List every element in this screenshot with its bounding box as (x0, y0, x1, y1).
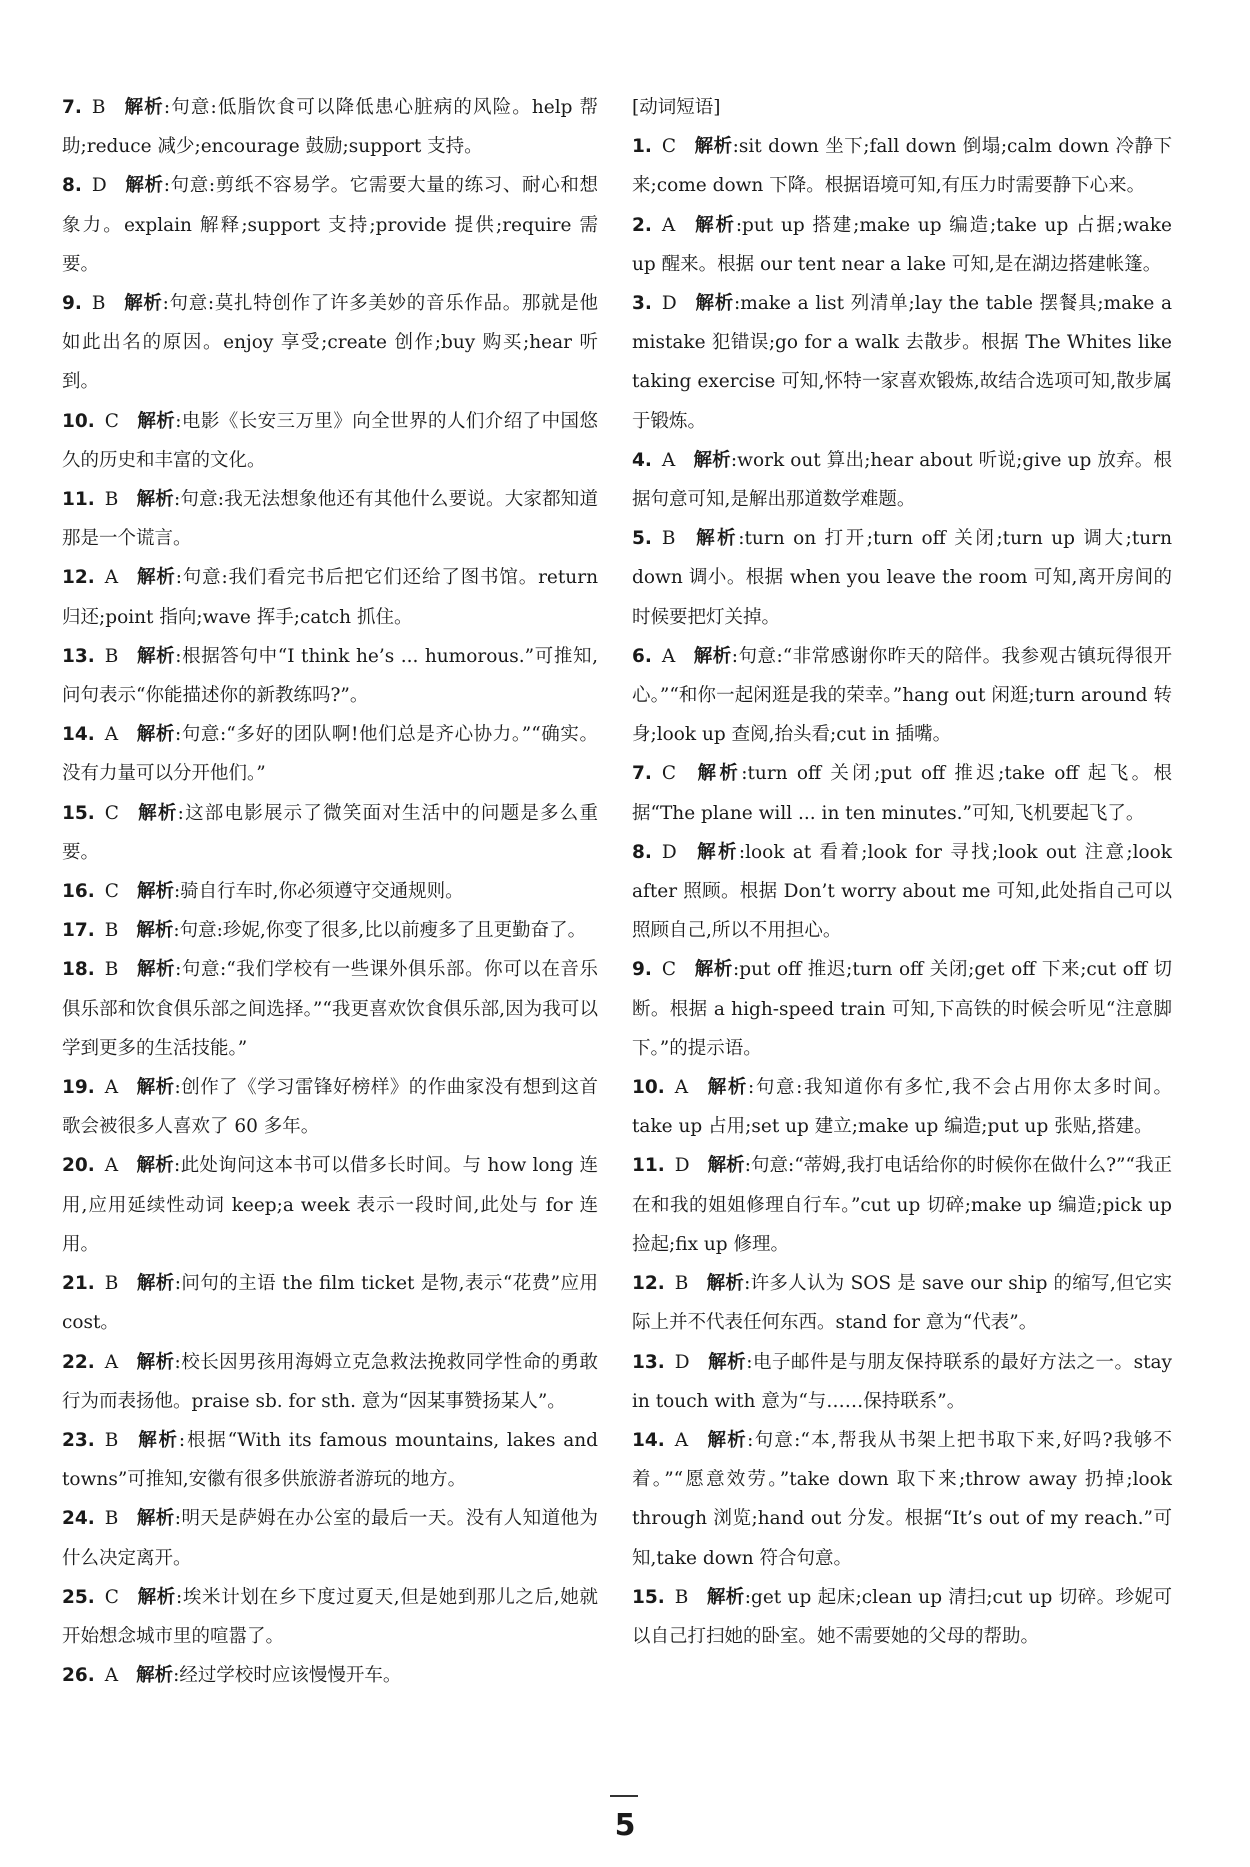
page-number-rule (610, 1795, 638, 1797)
item-label: 解析 (693, 214, 736, 236)
item-explanation: :根据答句中“I think he’s ... humorous.”可推知,问句表示“你能描述你的新教练吗?”。 (62, 645, 598, 707)
left-column (62, 88, 598, 1695)
item-label: 解析 (693, 449, 731, 471)
item-number: 5. (632, 528, 652, 550)
item-number: 11. (62, 489, 95, 511)
item-number: 19. (62, 1077, 95, 1099)
answer-item (62, 88, 598, 166)
answer-item (632, 1343, 1172, 1421)
item-label: 解析 (136, 1155, 175, 1177)
item-answer: A (674, 1077, 689, 1099)
answer-item (632, 206, 1172, 284)
answer-item (62, 637, 598, 715)
item-answer: B (674, 1586, 689, 1608)
answer-item (62, 1578, 598, 1656)
item-label: 解析 (136, 920, 174, 942)
item-number: 10. (632, 1077, 665, 1099)
item-explanation: :turn off 关闭;put off 推迟;take off 起飞。根据“The plane will ... in ten minutes.”可知,飞机要起飞了。 (632, 763, 1172, 824)
item-explanation: :句意:我们看完书后把它们还给了图书馆。return 归还;point 指向;wave 挥手;catch 抓住。 (62, 567, 598, 628)
item-answer: A (104, 1155, 119, 1177)
item-explanation: :许多人认为 SOS 是 save our ship 的缩写,但它实际上并不代表任何东西。stand for 意为“代表”。 (632, 1273, 1172, 1334)
item-label: 解析 (707, 1351, 747, 1373)
item-explanation: :句意:“多好的团队啊!他们总是齐心协力。”“确实。没有力量可以分开他们。” (62, 724, 598, 785)
item-explanation: :句意:剪纸不容易学。它需要大量的练习、耐心和想象力。explain 解释;support 支持;provide 提供;require 需要。 (62, 175, 598, 275)
item-number: 15. (62, 802, 95, 824)
answer-item (632, 833, 1172, 951)
item-number: 21. (62, 1273, 95, 1295)
item-explanation: :句意:“非常感谢你昨天的陪伴。我参观古镇玩得很开心。”“和你一起闲逛是我的荣幸。”hang out 闲逛;turn around 转身;look up 查阅,抬头看;cut in 插嘴。 (632, 645, 1172, 746)
answer-item (62, 1068, 598, 1146)
answer-item (632, 1421, 1172, 1578)
item-number: 26. (62, 1665, 95, 1687)
item-answer: C (661, 136, 677, 158)
answer-item (632, 284, 1172, 441)
item-number: 13. (62, 645, 95, 667)
item-explanation: :句意:低脂饮食可以降低患心脏病的风险。help 帮助;reduce 减少;encourage 鼓励;support 支持。 (62, 97, 598, 158)
answer-item (632, 1578, 1172, 1656)
item-explanation: :明天是萨姆在办公室的最后一天。没有人知道他为什么决定离开。 (62, 1508, 598, 1569)
item-label: 解析 (136, 645, 176, 667)
item-number: 9. (632, 959, 652, 981)
item-number: 8. (632, 841, 652, 863)
item-explanation: :句意:我无法想象他还有其他什么要说。大家都知道那是一个谎言。 (62, 489, 598, 550)
answer-item (62, 284, 598, 402)
item-explanation: :问句的主语 the film ticket 是物,表示“花费”应用 cost。 (62, 1273, 598, 1334)
item-label: 解析 (136, 802, 178, 824)
item-answer: A (104, 1351, 119, 1373)
item-explanation: :put up 搭建;make up 编造;take up 占据;wake up 醒来。根据 our tent near a lake 可知,是在湖边搭建帐篷。 (632, 214, 1172, 275)
answer-item (62, 1499, 598, 1577)
answer-item (62, 794, 598, 872)
item-number: 3. (632, 293, 652, 315)
item-number: 7. (632, 763, 652, 785)
answer-item (62, 715, 598, 793)
item-explanation: :look at 看着;look for 寻找;look out 注意;look after 照顾。根据 Don’t worry about me 可知,此处指自己可以照顾自己,所以不用担心。 (632, 841, 1172, 942)
item-answer: B (104, 959, 119, 981)
item-explanation: :骑自行车时,你必须遵守交通规则。 (173, 881, 464, 903)
answer-item (62, 1264, 598, 1342)
item-answer: B (661, 528, 676, 550)
item-label: 解析 (136, 1077, 175, 1099)
item-explanation: :put off 推迟;turn off 关闭;get off 下来;cut off 切断。根据 a high-speed train 可知,下高铁的时候会听见“注意脚下。”的提示语。 (632, 959, 1172, 1059)
answer-item (62, 1421, 598, 1499)
answer-item (62, 1656, 598, 1695)
item-answer: B (104, 1429, 119, 1451)
item-label: 解析 (123, 293, 163, 315)
answer-item (62, 480, 598, 558)
item-number: 23. (62, 1429, 95, 1451)
answer-item (62, 1146, 598, 1264)
page-number: 5 (614, 1808, 636, 1843)
item-label: 解析 (694, 293, 735, 315)
item-label: 解析 (706, 1586, 745, 1608)
answer-item (632, 1146, 1172, 1264)
answer-item (62, 911, 598, 950)
item-explanation: :句意:珍妮,你变了很多,比以前瘦多了且更勤奋了。 (173, 920, 587, 942)
item-label: 解析 (136, 410, 176, 432)
answer-item (62, 1343, 598, 1421)
item-label: 解析 (693, 528, 739, 550)
item-number: 11. (632, 1155, 665, 1177)
answer-item (62, 950, 598, 1068)
answer-item (632, 1068, 1172, 1146)
item-number: 6. (632, 645, 652, 667)
item-label: 解析 (136, 1665, 174, 1687)
item-number: 24. (62, 1508, 95, 1530)
answer-item (632, 950, 1172, 1068)
item-number: 12. (62, 567, 95, 589)
item-number: 7. (62, 97, 82, 118)
answer-item (632, 754, 1172, 832)
item-explanation: :电子邮件是与朋友保持联系的最好方法之一。stay in touch with 意为“与……保持联系”。 (632, 1351, 1172, 1412)
item-answer: B (104, 1508, 119, 1530)
item-answer: C (104, 881, 119, 903)
item-label: 解析 (694, 763, 742, 785)
item-number: 13. (632, 1351, 665, 1373)
item-explanation: :work out 算出;hear about 听说;give up 放弃。根据句意可知,是解出那道数学难题。 (632, 449, 1172, 511)
item-label: 解析 (693, 645, 732, 667)
item-label: 解析 (707, 1155, 745, 1177)
item-number: 18. (62, 959, 95, 981)
item-label: 解析 (694, 136, 733, 158)
item-answer: A (674, 1429, 689, 1451)
item-label: 解析 (136, 1586, 176, 1608)
answer-item (62, 402, 598, 480)
answer-item (62, 558, 598, 636)
item-number: 25. (62, 1586, 95, 1608)
answer-item (632, 441, 1172, 519)
item-explanation: :句意:“本,帮我从书架上把书取下来,好吗?我够不着。”“愿意效劳。”take down 取下来;throw away 扔掉;look through 浏览;hand out 分发。根据“It’s out of my reach.”可知,take down 符合句意。 (632, 1429, 1172, 1569)
item-label: 解析 (136, 489, 174, 511)
item-explanation: :埃米计划在乡下度过夏天,但是她到那儿之后,她就开始想念城市里的喧嚣了。 (62, 1586, 598, 1647)
answer-item (62, 166, 598, 284)
item-label: 解析 (136, 1429, 179, 1451)
item-label: 解析 (706, 1273, 745, 1295)
item-label: 解析 (136, 724, 175, 746)
item-explanation: :创作了《学习雷锋好榜样》的作曲家没有想到这首歌会被很多人喜欢了 60 多年。 (62, 1077, 598, 1138)
item-number: 8. (62, 175, 82, 197)
item-answer: C (661, 959, 677, 981)
item-answer: D (661, 293, 677, 315)
item-answer: C (104, 410, 119, 432)
answer-item (632, 1264, 1172, 1342)
item-answer: C (104, 802, 119, 824)
item-number: 16. (62, 881, 95, 903)
item-explanation: :句意:我知道你有多忙,我不会占用你太多时间。take up 占用;set up 建立;make up 编造;put up 张贴,搭建。 (632, 1077, 1172, 1138)
item-number: 20. (62, 1155, 95, 1177)
item-explanation: :get up 起床;clean up 清扫;cut up 切碎。珍妮可以自己打扫她的卧室。她不需要她的父母的帮助。 (632, 1586, 1172, 1647)
item-label: 解析 (694, 841, 739, 863)
item-label: 解析 (123, 97, 164, 118)
item-answer: A (661, 449, 676, 471)
item-explanation: :句意:“蒂姆,我打电话给你的时候你在做什么?”“我正在和我的姐姐修理自行车。”cut up 切碎;make up 编造;pick up 捡起;fix up 修理。 (632, 1155, 1172, 1255)
item-answer: D (674, 1351, 690, 1373)
item-number: 4. (632, 449, 652, 471)
item-explanation: :句意:“我们学校有一些课外俱乐部。你可以在音乐俱乐部和饮食俱乐部之间选择。”“我更喜欢饮食俱乐部,因为我可以学到更多的生活技能。” (62, 959, 598, 1059)
item-answer: A (104, 1077, 119, 1099)
item-label: 解析 (124, 175, 164, 197)
item-explanation: :sit down 坐下;fall down 倒塌;calm down 冷静下来;come down 下降。根据语境可知,有压力时需要静下心来。 (632, 136, 1172, 197)
item-label: 解析 (136, 1351, 175, 1373)
item-answer: B (91, 293, 106, 315)
item-answer: B (104, 920, 119, 942)
item-label: 解析 (136, 567, 176, 589)
item-answer: A (104, 567, 119, 589)
item-label: 解析 (136, 1508, 175, 1530)
answer-item (632, 637, 1172, 755)
item-explanation: :make a list 列清单;lay the table 摆餐具;make a mistake 犯错误;go for a walk 去散步。根据 The Whites like taking exercise 可知,怀特一家喜欢锻炼,故结合选项可知,散步属于锻炼。 (632, 293, 1172, 432)
item-number: 12. (632, 1273, 665, 1295)
item-answer: D (674, 1155, 690, 1177)
item-number: 22. (62, 1351, 95, 1373)
item-answer: B (104, 645, 119, 667)
right-items (632, 127, 1172, 1656)
item-label: 解析 (136, 881, 174, 903)
item-answer: D (91, 175, 107, 197)
item-number: 1. (632, 136, 652, 158)
item-explanation: :turn on 打开;turn off 关闭;turn up 调大;turn down 调小。根据 when you leave the room 可知,离开房间的时候要把灯关掉。 (632, 528, 1172, 628)
item-number: 15. (632, 1586, 665, 1608)
item-answer: C (104, 1586, 119, 1608)
item-number: 10. (62, 410, 95, 432)
item-explanation: :此处询问这本书可以借多长时间。与 how long 连用,应用延续性动词 keep;a week 表示一段时间,此处与 for 连用。 (62, 1155, 598, 1255)
right-column (632, 88, 1172, 1656)
item-number: 2. (632, 214, 652, 236)
item-explanation: :句意:莫扎特创作了许多美妙的音乐作品。那就是他如此出名的原因。enjoy 享受;create 创作;buy 购买;hear 听到。 (62, 293, 598, 393)
item-label: 解析 (136, 959, 176, 981)
item-number: 17. (62, 920, 95, 942)
item-label: 解析 (694, 959, 734, 981)
item-explanation: :这部电影展示了微笑面对生活中的问题是多么重要。 (62, 802, 598, 863)
item-number: 14. (62, 724, 95, 746)
item-explanation: :校长因男孩用海姆立克急救法挽救同学性命的勇敢行为而表扬他。praise sb. for sth. 意为“因某事赞扬某人”。 (62, 1351, 598, 1412)
item-explanation: :经过学校时应该慢慢开车。 (173, 1665, 402, 1687)
item-answer: A (661, 214, 676, 236)
item-label: 解析 (136, 1273, 175, 1295)
section-title: [动词短语] (632, 97, 721, 118)
answer-item (62, 872, 598, 911)
item-answer: B (104, 1273, 119, 1295)
item-number: 14. (632, 1429, 665, 1451)
item-answer: A (104, 724, 119, 746)
item-label: 解析 (706, 1429, 748, 1451)
item-label: 解析 (706, 1077, 749, 1099)
answer-item (632, 519, 1172, 637)
item-explanation: :根据“With its famous mountains, lakes and towns”可推知,安徽有很多供旅游者游玩的地方。 (62, 1429, 598, 1491)
item-answer: B (674, 1273, 689, 1295)
item-answer: C (661, 763, 677, 785)
item-number: 9. (62, 293, 82, 315)
item-answer: A (661, 645, 676, 667)
item-explanation: :电影《长安三万里》向全世界的人们介绍了中国悠久的历史和丰富的文化。 (62, 410, 598, 471)
item-answer: D (661, 841, 677, 863)
answer-item (632, 127, 1172, 205)
item-answer: B (91, 97, 106, 118)
item-answer: B (104, 489, 119, 511)
item-answer: A (104, 1665, 119, 1687)
